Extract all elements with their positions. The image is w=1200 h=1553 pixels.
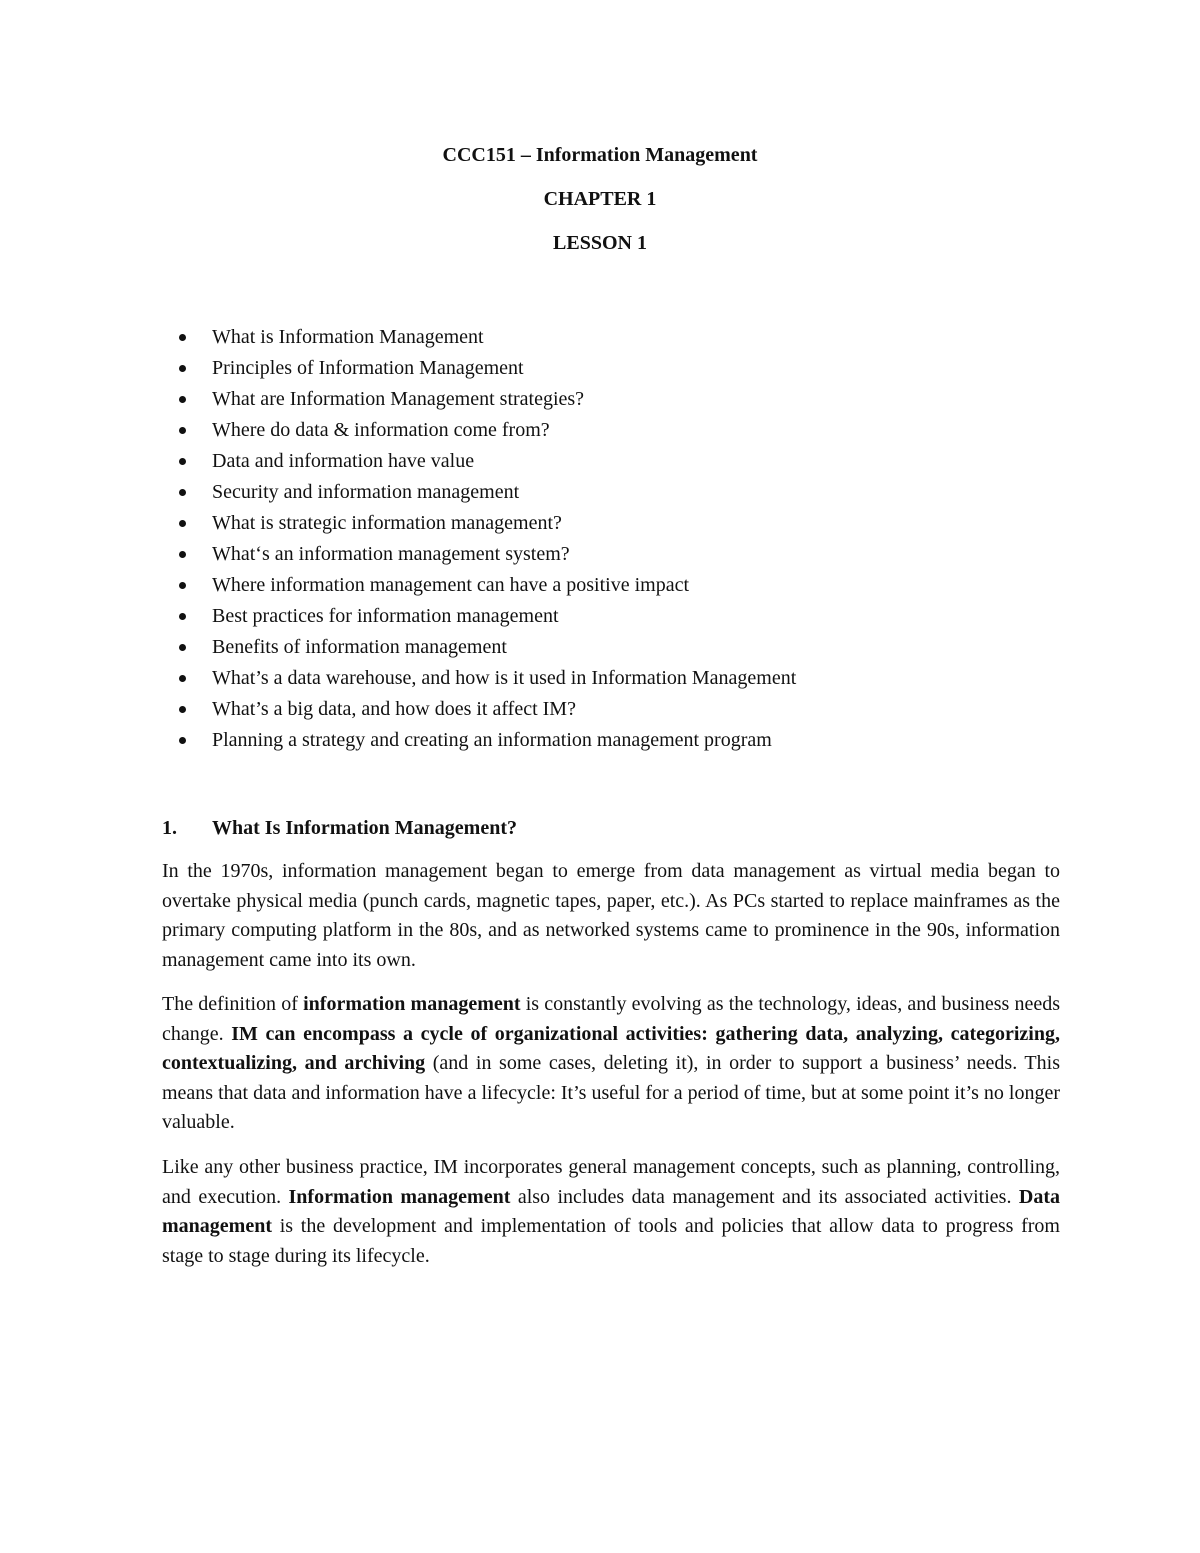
course-title: CCC151 – Information Management: [442, 144, 758, 166]
section-number: 1.: [162, 817, 177, 839]
topic-item: [162, 694, 796, 725]
lesson-heading: LESSON 1: [553, 232, 647, 254]
topic-text: What‘s an information management system?: [212, 543, 570, 565]
bullet-icon: [179, 706, 186, 713]
text-run: is the development and implementation of tools and policies that allow data to progress from stage to stage during its lifecycle.: [162, 1215, 1060, 1267]
bullet-icon: [179, 334, 186, 341]
topic-list: [162, 322, 796, 756]
topic-item: [162, 632, 796, 663]
topic-item: [162, 601, 796, 632]
bullet-icon: [179, 551, 186, 558]
topic-text: What are Information Management strategies?: [212, 388, 585, 410]
topic-item: [162, 725, 796, 756]
topic-text: Planning a strategy and creating an information management program: [212, 729, 772, 751]
topic-text: Best practices for information management: [212, 605, 559, 627]
topic-text: Benefits of information management: [212, 636, 507, 658]
topic-text: Where information management can have a positive impact: [212, 574, 690, 596]
text-run: (and in some cases, deleting it), in order to support a business’ needs. This means that data and information have a lifecycle: It’s useful for a period of time, but at some point it’s no longer valuable.: [162, 1052, 1060, 1133]
bullet-icon: [179, 675, 186, 682]
topic-item: [162, 477, 796, 508]
topic-item: [162, 384, 796, 415]
topic-item: [162, 539, 796, 570]
topic-item: [162, 415, 796, 446]
topic-item: [162, 570, 796, 601]
section-heading: [162, 814, 517, 842]
topic-text: What is Information Management: [212, 326, 484, 348]
topic-item: [162, 663, 796, 694]
paragraph-2: [162, 990, 1060, 1138]
text-run: is constantly evolving as the technology, ideas, and business needs change.: [162, 993, 1060, 1045]
text-run: Like any other business practice, IM incorporates general management concepts, such as planning, controlling, and execution.: [162, 1156, 1060, 1208]
topic-text: Data and information have value: [212, 450, 475, 472]
bullet-icon: [179, 489, 186, 496]
topic-text: What’s a big data, and how does it affect IM?: [212, 698, 576, 720]
paragraph-3: [162, 1153, 1060, 1271]
bold-phrase: Data management: [162, 1185, 1060, 1237]
bullet-icon: [179, 396, 186, 403]
text-run: also includes data management and its associated activities.: [510, 1185, 1019, 1208]
bullet-icon: [179, 644, 186, 651]
topic-text: What’s a data warehouse, and how is it used in Information Management: [212, 667, 797, 689]
topic-item: [162, 446, 796, 477]
text-run: The definition of: [162, 993, 304, 1015]
bullet-icon: [179, 737, 186, 744]
topic-text: Principles of Information Management: [212, 357, 524, 379]
topic-item: [162, 353, 796, 384]
chapter-heading: CHAPTER 1: [543, 188, 657, 210]
topic-item: [162, 508, 796, 539]
bullet-icon: [179, 582, 186, 589]
topic-text: Security and information management: [212, 481, 520, 503]
topic-text: Where do data & information come from?: [212, 419, 550, 441]
section-title: What Is Information Management?: [212, 817, 517, 839]
bullet-icon: [179, 520, 186, 527]
bold-phrase: IM can encompass a cycle of organizational activities: gathering data, analyzing, categorizing, contextualizing, and archiving: [162, 1022, 1060, 1074]
bullet-icon: [179, 427, 186, 434]
bullet-icon: [179, 365, 186, 372]
topic-item: [162, 322, 796, 353]
paragraph-1: In the 1970s, information management began to emerge from data management as virtual media began to overtake physical media (punch cards, magnetic tapes, paper, etc.). As PCs started to replace mainframes as the primary computing platform in the 80s, and as networked systems came to prominence in the 90s, information management came into its own.: [162, 860, 1060, 971]
bold-phrase: Information management: [288, 1185, 511, 1208]
bold-phrase: information management: [303, 993, 521, 1015]
topic-text: What is strategic information management?: [212, 512, 562, 534]
bullet-icon: [179, 458, 186, 465]
bullet-icon: [179, 613, 186, 620]
